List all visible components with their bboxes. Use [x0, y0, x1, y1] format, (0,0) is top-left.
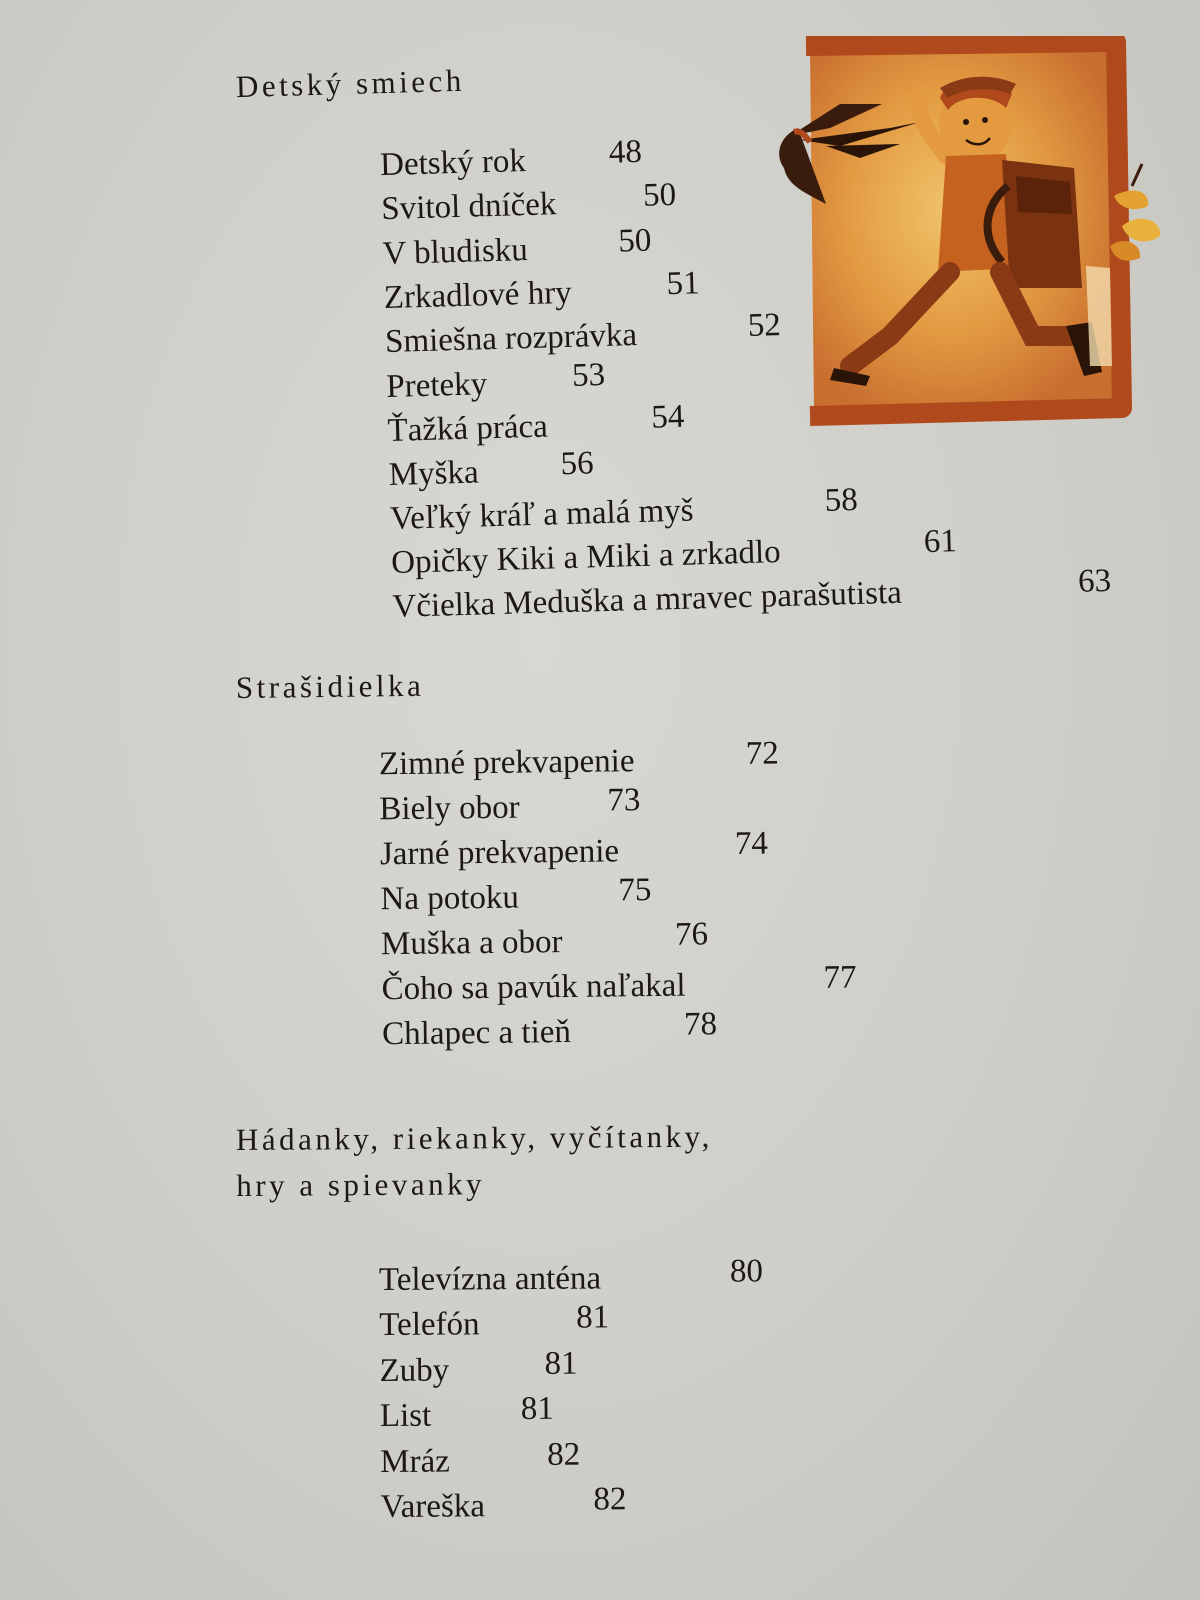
toc-section [0, 653, 1200, 1053]
section-heading [236, 1114, 713, 1209]
toc-item-title: Smiešna rozprávka [384, 317, 638, 361]
toc-item-title: Vareška [380, 1488, 486, 1526]
toc-item-title: Zimné prekvapenie [378, 743, 635, 783]
toc-item-title: Detský rok [379, 143, 527, 184]
toc-item[interactable] [379, 1296, 1200, 1348]
toc-item-page: 75 [618, 871, 652, 909]
toc-item-page: 78 [683, 1006, 718, 1043]
toc-item-title: Včielka Meduška a mravec parašutista [391, 574, 903, 625]
toc-item-title: Jarné prekvapenie [379, 833, 620, 873]
toc-item[interactable] [379, 1342, 1200, 1394]
toc-item-page: 51 [666, 265, 701, 303]
toc-item-page: 81 [544, 1345, 578, 1382]
toc-section [0, 1110, 1200, 1526]
toc-item-page: 54 [650, 398, 685, 436]
toc-item-title: Mráz [380, 1443, 450, 1481]
section-heading-line: Hádanky, riekanky, vyčítanky, [235, 1118, 713, 1158]
toc-item[interactable] [380, 1478, 1200, 1530]
toc-item-title: Na potoku [380, 879, 520, 918]
toc-item-page: 58 [824, 481, 859, 519]
toc-item-title: V bludisku [382, 232, 529, 273]
toc-item-title: Muška a obor [380, 924, 563, 963]
toc-item-page: 48 [608, 133, 643, 171]
toc-item[interactable] [379, 1251, 1200, 1303]
toc-item-page: 77 [823, 959, 857, 996]
toc-item-page: 50 [617, 222, 652, 260]
toc-item-page: 52 [747, 306, 782, 344]
section-heading: Detský smiech [235, 62, 466, 105]
toc-item-page: 82 [593, 1481, 627, 1518]
toc-item-title: Zrkadlové hry [383, 274, 573, 317]
toc-item-title: Preteky [385, 366, 488, 406]
toc-item-page: 81 [520, 1390, 554, 1428]
toc-item-title: Ťažká práca [387, 408, 549, 450]
toc-item-page: 72 [745, 735, 779, 772]
toc-item[interactable] [380, 1387, 1200, 1439]
toc-item[interactable] [380, 1433, 1200, 1485]
toc-item-title: Myška [388, 454, 480, 493]
toc-item-page: 73 [607, 782, 641, 819]
toc-item-title: Televízna anténa [378, 1260, 602, 1299]
toc-item-page: 63 [1077, 562, 1112, 600]
toc-item-page: 61 [923, 523, 958, 561]
toc-item-page: 82 [547, 1436, 581, 1473]
toc-item-page: 76 [674, 916, 709, 953]
toc-item-title: Opičky Kiki a Miki a zrkadlo [390, 534, 782, 581]
section-heading: Strašidielka [235, 667, 425, 706]
toc-item-page: 74 [734, 825, 769, 862]
toc-item-title: Biely obor [379, 789, 520, 828]
toc-item-page: 56 [560, 445, 595, 483]
toc-item[interactable] [382, 1001, 1200, 1057]
toc-item-title: Svitol dníček [380, 186, 557, 228]
toc-item-title: Veľký kráľ a malá myš [389, 492, 694, 537]
toc-item-page: 53 [571, 356, 606, 394]
toc-item-title: Telefón [379, 1306, 480, 1344]
toc-item-page: 80 [729, 1253, 764, 1290]
toc-item-title: Chlapec a tieň [381, 1013, 572, 1053]
toc-item-title: Zuby [379, 1352, 450, 1390]
toc-item-page: 50 [642, 176, 677, 214]
toc-item-title: Čoho sa pavúk naľakal [381, 967, 686, 1008]
toc-item-page: 81 [576, 1299, 610, 1336]
boy-with-backpack-illustration [770, 36, 1180, 436]
toc-item-title: List [379, 1397, 432, 1435]
section-heading-line: hry a spievanky [236, 1166, 486, 1204]
